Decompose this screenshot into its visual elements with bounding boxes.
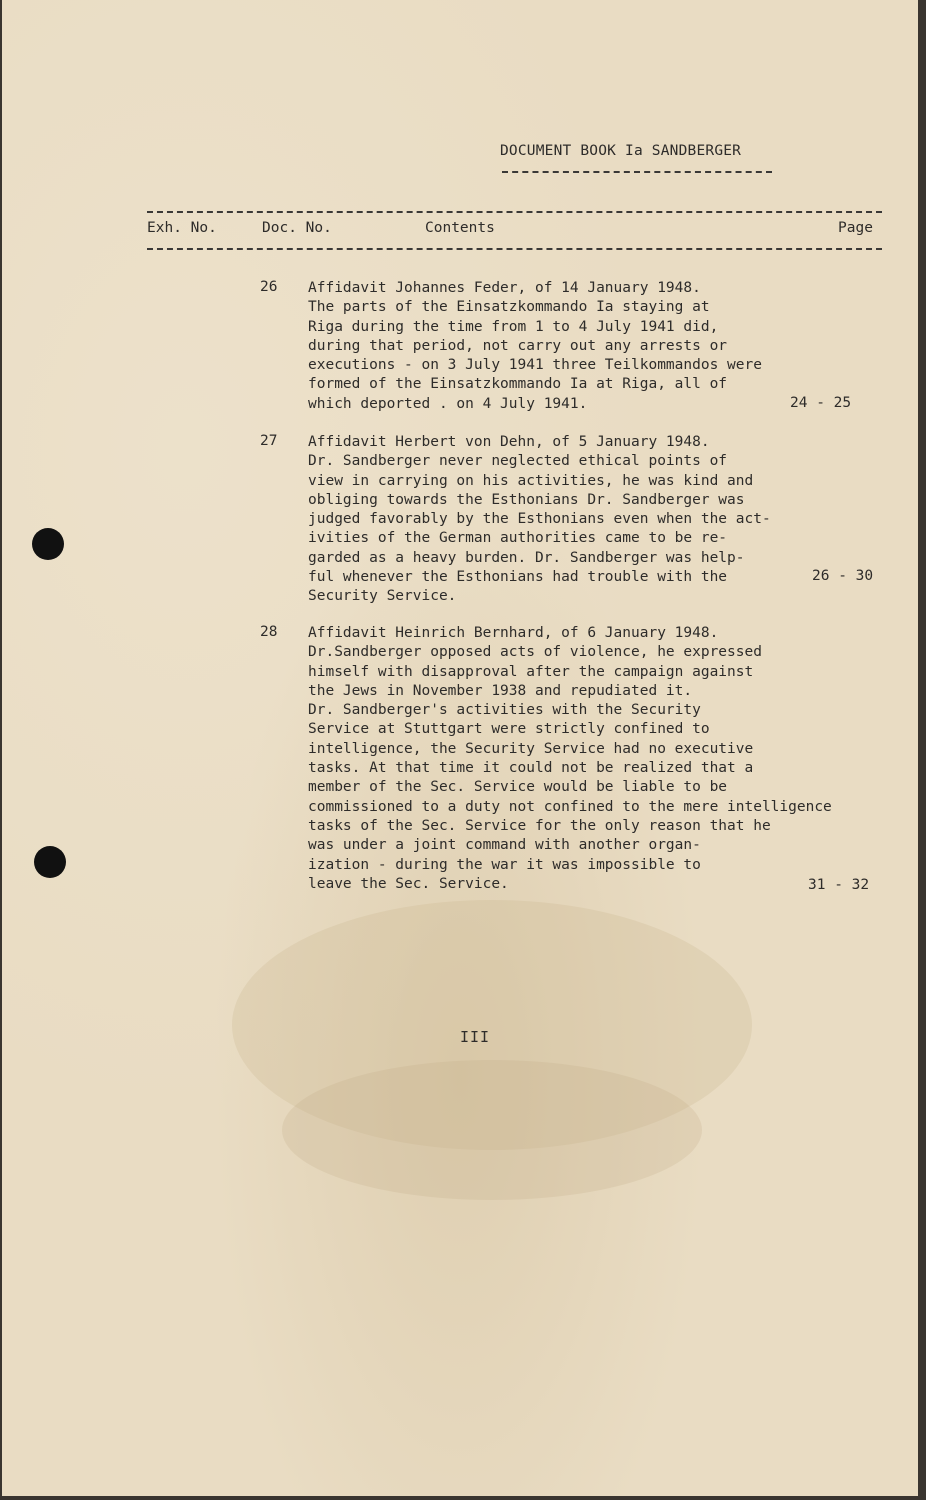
entry-contents	[308, 279, 828, 414]
content-line: garded as a heavy burden. Dr. Sandberger was help-	[308, 549, 745, 566]
content-line: Dr. Sandberger never neglected ethical points of	[308, 453, 728, 470]
content-line: member of the Sec. Service would be liable to be	[308, 779, 728, 796]
content-line: Service at Stuttgart were strictly confined to	[308, 721, 710, 738]
column-header-exh-no: Exh. No.	[147, 220, 217, 236]
content-line: the Jews in November 1938 and repudiated it.	[308, 682, 693, 699]
page-number: III	[460, 1028, 491, 1046]
entry-contents	[308, 624, 832, 894]
content-line: tasks. At that time it could not be realized that a	[308, 760, 754, 777]
title-underline	[502, 171, 772, 173]
doc-number: 27	[260, 433, 278, 449]
content-line: judged favorably by the Esthonians even when the act-	[308, 511, 771, 528]
page-range: 24 - 25	[790, 395, 852, 411]
page-range: 31 - 32	[808, 877, 870, 893]
column-header-contents: Contents	[425, 220, 495, 236]
water-stain	[282, 1060, 702, 1200]
entry-contents	[308, 433, 828, 607]
content-line: commissioned to a duty not confined to the mere intelligence	[308, 798, 832, 815]
content-line: view in carrying on his activities, he was kind and	[308, 472, 754, 489]
content-line: during that period, not carry out any arrests or	[308, 337, 728, 354]
page-range: 26 - 30	[812, 568, 874, 584]
content-line: Dr. Sandberger's activities with the Security	[308, 702, 701, 719]
column-header-doc-no: Doc. No.	[262, 220, 332, 236]
header-bottom-rule	[147, 248, 882, 250]
doc-number: 28	[260, 624, 278, 640]
content-line: which deported . on 4 July 1941.	[308, 395, 588, 412]
content-line: ivities of the German authorities came to be re-	[308, 530, 728, 547]
doc-number: 26	[260, 279, 278, 295]
document-title: DOCUMENT BOOK Ia SANDBERGER	[500, 143, 742, 159]
content-line: obliging towards the Esthonians Dr. Sandberger was	[308, 491, 745, 508]
content-line: himself with disapproval after the campaign against	[308, 663, 754, 680]
content-line: Riga during the time from 1 to 4 July 1941 did,	[308, 318, 719, 335]
content-line: executions - on 3 July 1941 three Teilkommandos were	[308, 357, 762, 374]
content-line: Security Service.	[308, 588, 457, 605]
column-header-page: Page	[838, 220, 873, 236]
document-page	[2, 0, 918, 1496]
content-line: ization - during the war it was impossible to	[308, 856, 701, 873]
content-line: Affidavit Herbert von Dehn, of 5 January 1948.	[308, 434, 710, 450]
content-line: Affidavit Heinrich Bernhard, of 6 January 1948.	[308, 625, 719, 641]
content-line: The parts of the Einsatzkommando Ia staying at	[308, 299, 710, 316]
content-line: tasks of the Sec. Service for the only reason that he	[308, 817, 771, 834]
content-line: was under a joint command with another organ-	[308, 837, 701, 854]
content-line: Affidavit Johannes Feder, of 14 January 1948.	[308, 280, 701, 296]
content-line: formed of the Einsatzkommando Ia at Riga, all of	[308, 376, 728, 393]
content-line: leave the Sec. Service.	[308, 875, 509, 892]
punch-hole	[34, 846, 66, 878]
content-line: intelligence, the Security Service had no executive	[308, 740, 754, 757]
content-line: ful whenever the Esthonians had trouble with the	[308, 569, 728, 586]
content-line: Dr.Sandberger opposed acts of violence, he expressed	[308, 644, 762, 661]
header-top-rule	[147, 211, 882, 213]
punch-hole	[32, 528, 64, 560]
